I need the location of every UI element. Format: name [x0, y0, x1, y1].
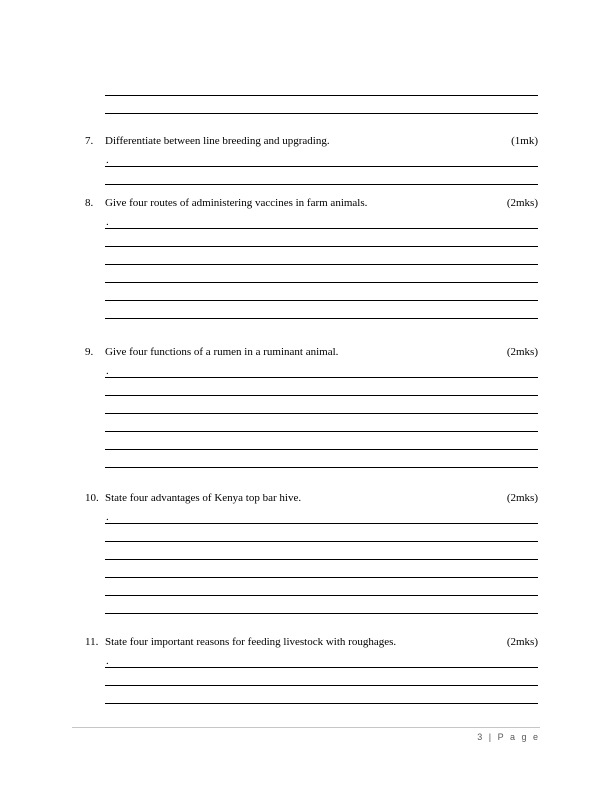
question-text: Give four functions of a rumen in a ruminant animal.	[105, 346, 339, 358]
question-marks: (2mks)	[506, 636, 538, 648]
question-row	[85, 636, 538, 648]
question-number: 8.	[85, 197, 94, 209]
question-marks: (2mks)	[506, 197, 538, 209]
answer-lines	[105, 360, 538, 468]
question-number: 11.	[85, 636, 99, 648]
question-number: 7.	[85, 135, 94, 147]
answer-line	[105, 432, 538, 450]
question-marks: (1mk)	[511, 135, 538, 147]
questions-container	[85, 135, 538, 704]
answer-line	[105, 211, 538, 229]
question-row	[85, 197, 538, 209]
question-text: Differentiate between line breeding and upgrading.	[105, 135, 330, 147]
answer-line	[105, 414, 538, 432]
answer-line	[105, 149, 538, 167]
question-text: State four advantages of Kenya top bar hive.	[105, 492, 302, 504]
answer-line	[105, 450, 538, 468]
answer-start-dot: .	[106, 655, 109, 667]
question-block	[85, 492, 538, 614]
footer-divider	[72, 727, 540, 728]
question-row	[85, 346, 538, 358]
question-marks: (2mks)	[506, 346, 538, 358]
answer-line	[105, 265, 538, 283]
question-row	[85, 135, 538, 147]
page-number: 3 | P a g e	[477, 732, 540, 742]
answer-line	[105, 524, 538, 542]
answer-line	[105, 378, 538, 396]
question-text: Give four routes of administering vaccines in farm animals.	[105, 197, 368, 209]
question-block	[85, 346, 538, 468]
question-block	[85, 135, 538, 185]
answer-line	[105, 596, 538, 614]
answer-line	[105, 578, 538, 596]
answer-line	[105, 396, 538, 414]
question-number: 9.	[85, 346, 94, 358]
question-block	[85, 636, 538, 704]
answer-start-dot: .	[106, 511, 109, 523]
answer-start-dot: .	[106, 216, 109, 228]
question-number: 10.	[85, 492, 99, 504]
answer-line	[105, 360, 538, 378]
answer-line	[105, 167, 538, 185]
question-marks: (2mks)	[506, 492, 538, 504]
answer-start-dot: .	[106, 154, 109, 166]
answer-lines	[105, 211, 538, 319]
answer-lines	[105, 650, 538, 704]
answer-line	[105, 283, 538, 301]
answer-line	[105, 650, 538, 668]
question-text: State four important reasons for feeding livestock with roughages.	[105, 636, 397, 648]
answer-lines	[105, 149, 538, 185]
answer-line	[105, 506, 538, 524]
answer-line	[105, 78, 538, 96]
page-footer	[72, 727, 540, 742]
top-answer-lines	[105, 78, 538, 114]
answer-line	[105, 560, 538, 578]
answer-line	[105, 229, 538, 247]
answer-line	[105, 668, 538, 686]
answer-line	[105, 301, 538, 319]
answer-line	[105, 686, 538, 704]
question-row	[85, 492, 538, 504]
answer-line	[105, 542, 538, 560]
answer-line	[105, 96, 538, 114]
question-block	[85, 197, 538, 319]
answer-line	[105, 247, 538, 265]
answer-start-dot: .	[106, 365, 109, 377]
answer-lines	[105, 506, 538, 614]
